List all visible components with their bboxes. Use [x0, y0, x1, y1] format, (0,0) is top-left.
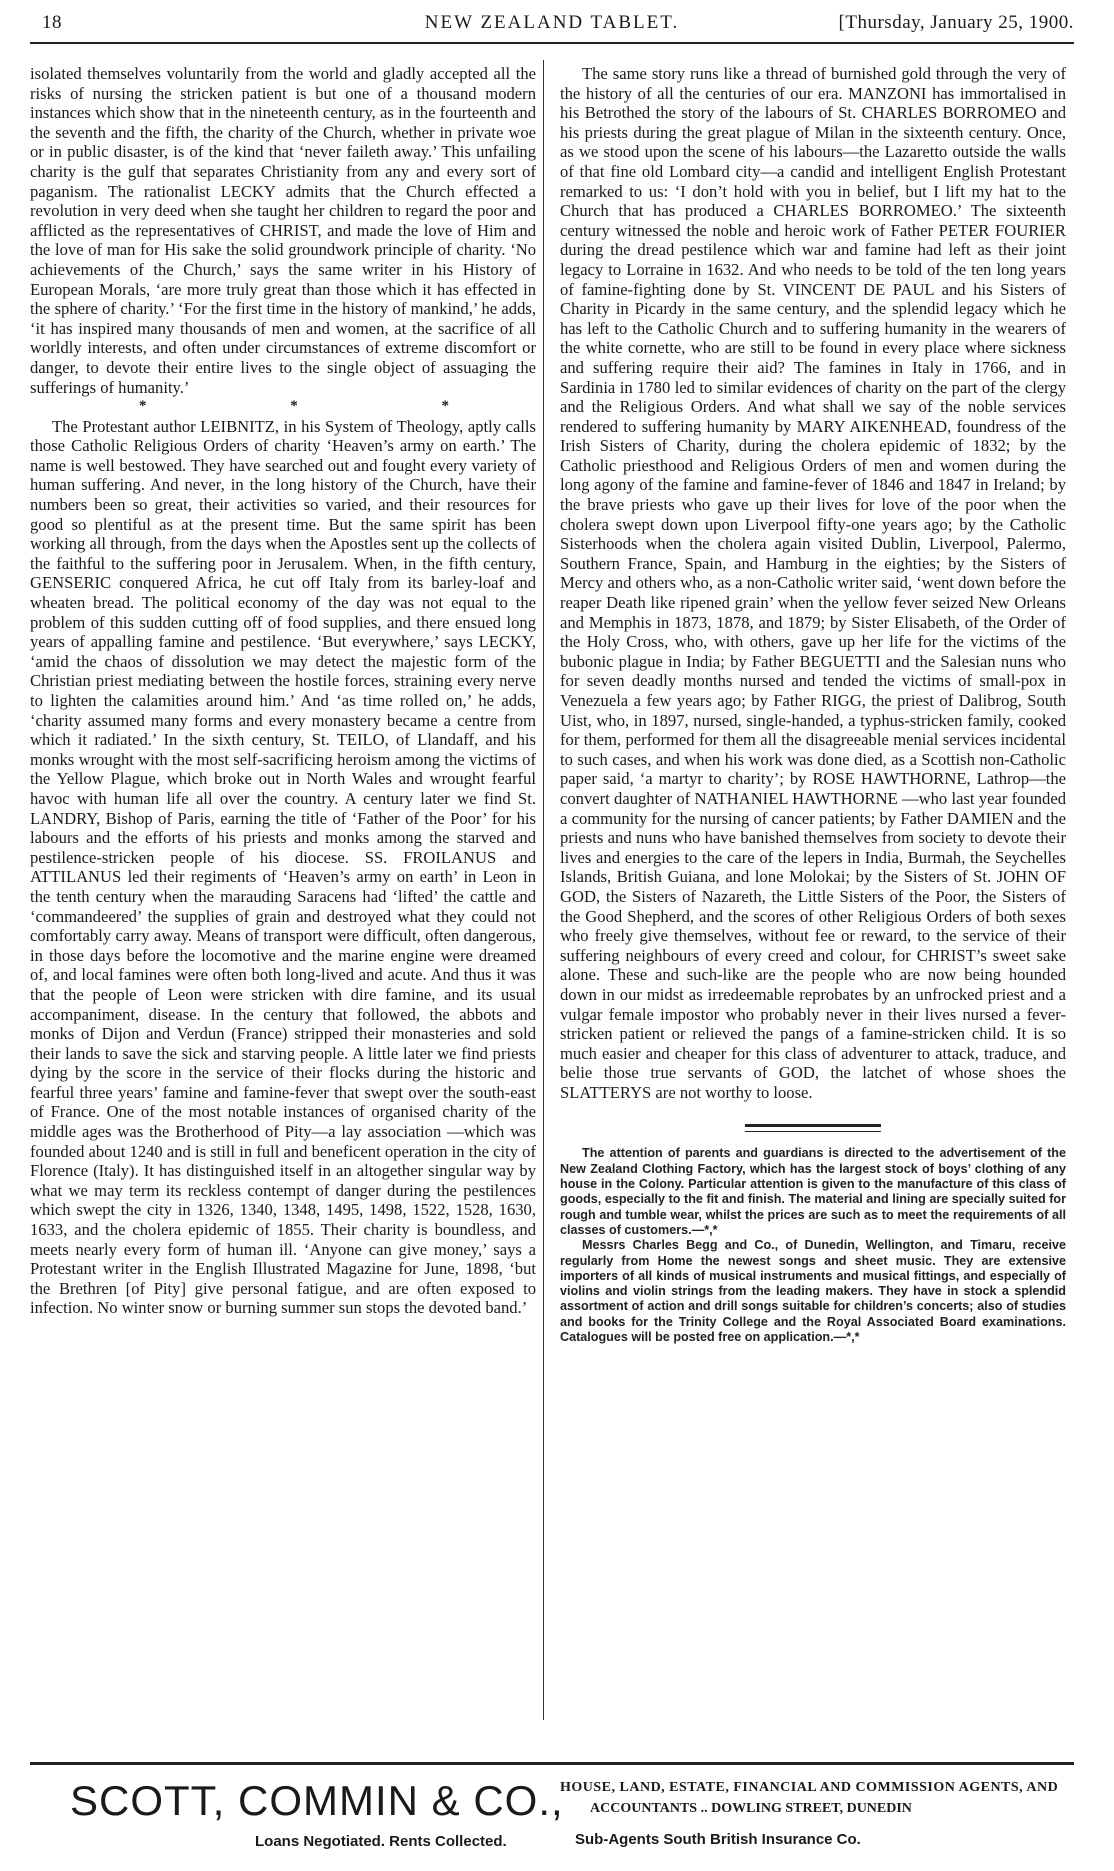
begg-music-notice: Messrs Charles Begg and Co., of Dunedin, Wellington, and Timaru, receive regularly from Home the newest songs and sheet music. They are extensive importers of all kinds of musical instruments and musical fittings, and especially of violins and violin strings from the leading makers. They have in stock a splendid assortment of action and drill songs suitable for children’s concerts; also of studies and books for the Trinity College and the Royal Associated Board examinations. Catalogues will be posted free on application.—*,* [560, 1238, 1066, 1345]
issue-date: [Thursday, January 25, 1900. [838, 12, 1074, 33]
left-column [30, 64, 536, 1318]
page-number: 18 [42, 12, 62, 33]
article-paragraph: isolated themselves voluntarily from the world and gladly accepted all the risks of nursing the stricken patient is but one of a thousand modern instances which show that in the nineteenth century, as in the fourteenth and the seventh and the fifth, the charity of the Church, whether in private woe or in public disaster, is of the kind that ‘never faileth away.’ This unfailing charity is the gulf that separates Christianity from any and every sort of paganism. The rationalist LECKY admits that the Church effected a revolution in very deed when she taught her children to regard the poor and afflicted as the representatives of CHRIST, and made the love of Him and the love of man for His sake the solid groundwork principle of charity. ‘No achievements of the Church,’ says the same writer in his History of European Morals, ‘are more truly great than those which it has effected in the sphere of charity.’ ‘For the first time in the history of mankind,’ he adds, ‘it has inspired many thousands of men and women, at the sacrifice of all worldly interests, and often under circumstances of extreme discomfort or danger, to devote their entire lives to the single object of assuaging the sufferings of humanity.’ [30, 64, 536, 397]
firm-insurance: Sub-Agents South British Insurance Co. [575, 1831, 861, 1848]
notice-divider [745, 1124, 881, 1132]
firm-description: HOUSE, LAND, ESTATE, FINANCIAL AND COMMISSION AGENTS, AND [560, 1780, 1059, 1795]
page-header [30, 8, 1074, 44]
newspaper-title: NEW ZEALAND TABLET. [424, 12, 680, 33]
firm-name: SCOTT, COMMIN & CO., [70, 1777, 564, 1824]
firm-services: Loans Negotiated. Rents Collected. [255, 1833, 507, 1850]
firm-address: ACCOUNTANTS .. DOWLING STREET, DUNEDIN [590, 1801, 912, 1816]
clothing-factory-notice: The attention of parents and guardians is directed to the advertisement of the New Zealand Clothing Factory, which has the largest stock of boys’ clothing of any house in the Colony. Particular attention is given to the manufacture of this class of goods, especially to the fit and finish. The material and lining are specially suited for rough and tumble wear, whilst the prices are such as to meet the requirements of all classes of customers.—*,* [560, 1146, 1066, 1237]
article-paragraph: The Protestant author LEIBNITZ, in his System of Theology, aptly calls those Catholic Religious Orders of charity ‘Heaven’s army on earth.’ The name is well bestowed. They have searched out and fought every variety of human suffering. And never, in the long history of the Church, have their numbers been so great, their activities so varied, and their resources for good so plentiful as at the present time. But the same spirit has been working all through, from the days when the Apostles sent up the collects of the faithful to the suffering poor in Jerusalem. When, in the fifth century, GENSERIC conquered Africa, he cut off Italy from its barley-loaf and wheaten bread. The political economy of the day was not equal to the problem of this sudden cutting off of food supplies, and there ensued long years of appalling famine and pestilence. ‘But everywhere,’ says LECKY, ‘amid the chaos of dissolution we may detect the majestic form of the Christian priest mediating between the hostile forces, straining every nerve to lighten the calamities around him.’ And ‘as time rolled on,’ he adds, ‘charity assumed many forms and every monastery became a centre from which it radiated.’ In the sixth century, St. TEILO, of Llandaff, and his monks wrought with the most self-sacrificing heroism among the victims of the Yellow Plague, which broke out in North Wales and wrought fearful havoc with human life all over the country. A century later we find St. LANDRY, Bishop of Paris, earning the title of ‘Father of the Poor’ for his labours and the efforts of his priests and monks among the starved and pestilence-stricken people of his diocese. SS. FROILANUS and ATTILANUS led their regiments of ‘Heaven’s army on earth’ in Leon in the tenth century when the marauding Saracens had ‘lifted’ the cattle and ‘commandeered’ the supplies of grain and destroyed what they could not comfortably carry away. Means of transport were difficult, often dangerous, in those days before the locomotive and the marine engine were dreamed of, and local famines were often both long-lived and acute. And thus it was that the people of Leon were stricken with dire famine, and its usual accompaniment, disease. In the century that followed, the abbots and monks of Dijon and Verdun (France) stripped their monasteries and sold their lands to save the sick and starving people. A little later we find priests dying by the score in the service of their flocks during the historic and fearful three years’ famine and famine-fever that swept over the south-east of France. One of the most notable instances of organised charity of the middle ages was the Brotherhood of Pity—a lay association —which was founded about 1240 and is still in full and beneficent operation in the city of Florence (Italy). It has distinguished itself in an altogether singular way by what we may term its reckless contempt of danger during the pestilences which swept the city in 1326, 1340, 1348, 1495, 1498, 1522, 1528, 1630, 1633, and the cholera epidemic of 1855. Their charity is boundless, and meets nearly every form of human ill. ‘Anyone can give money,’ says a Protestant writer in the English Illustrated Magazine for June, 1898, ‘but the Brethren [of Pity] give personal fatigue, and are often exposed to infection. No winter snow or burning summer sun stops the devoted band.’ [30, 416, 537, 1318]
column-divider [543, 60, 544, 1720]
article-paragraph: The same story runs like a thread of burnished gold through the very of the history of all the centuries of our era. MANZONI has immortalised in his Betrothed the story of the labours of St. CHARLES BORROMEO and his priests during the great plague of Milan in the sixteenth century. Once, as we stood upon the scene of his labours—the Lazaretto outside the walls of that fine old Lombard city—a candid and intelligent English Protestant remarked to us: ‘I don’t hold with you in belief, but I lift my hat to the Church that has produced a CHARLES BORROMEO.’ The sixteenth century witnessed the noble and heroic work of Father PETER FOURIER during the dread pestilence which war and famine had left as their joint legacy to Lorraine in 1632. And who needs to be told of the ten long years of famine-fighting done by St. VINCENT DE PAUL and his Sisters of Charity in Picardy in the same century, and the splendid legacy which he has left to the Catholic Church and to suffering humanity in the wearers of the white cornette, who are still to be found in every place where sickness and suffering require their aid? The famines in Italy in 1766, and in Sardinia in 1780 led to similar evidences of charity on the part of the clergy and the Religious Orders. And what shall we say of the noble services rendered to suffering humanity by MARY AIKENHEAD, foundress of the Irish Sisters of Charity, during the cholera epidemic of 1832; by the Catholic priesthood and Religious Orders of men and women during the long agony of the famine and famine-fever of 1846 and 1847 in Ireland; by the brave priests who gave up their lives for love of the poor when the cholera swept down upon Liverpool fifty-one years ago; by the Catholic Sisterhoods when the cholera again visited Dublin, Liverpool, Palermo, Southern France, Spain, and Hamburg in the eighties; by the Sisters of Mercy and others who, as a non-Catholic writer said, ‘went down before the reaper Death like ripened grain’ when the yellow fever seized New Orleans and Memphis in 1873, 1878, and 1879; by Sister Elisabeth, of the Order of the Holy Cross, who, with others, gave up her life for the victims of the bubonic plague in India; by Father BEGUETTI and the Salesian nuns who for seven deadly months nursed and tended the victims of small-pox in Venezuela a few years ago; by Father RIGG, the priest of Dalibrog, South Uist, who, in 1897, nursed, single-handed, a typhus-stricken family, cooked for them, performed for them all the disagreeable menial services incidental to such cases, and when his work was done died, as a Scottish non-Catholic paper said, ‘a martyr to charity’; by ROSE HAWTHORNE, Lathrop—the convert daughter of NATHANIEL HAWTHORNE —who last year founded a community for the nursing of cancer patients; by Father DAMIEN and the priests and nuns who have banished themselves from society to devote their lives and energies to the care of the lepers in India, Burmah, the Seychelles Islands, British Guiana, and lone Molokai; by the Sisters of St. JOHN OF GOD, the Sisters of Nazareth, the Little Sisters of the Poor, the Sisters of the Good Shepherd, and the scores of other Religious Orders of both sexes who freely give themselves, without fee or reward, to the service of their suffering neighbours of every creed and colour, for CHRIST’s sweet sake alone. These and such-like are the people who are now being hounded down in our midst as irredeemable reprobates by an unfrocked priest and a vulgar female impostor who probably never in their lives nursed a fever-stricken patient or relieved the pangs of a famine-stricken child. It is so much easier and cheaper for this class of adventurer to attack, traduce, and belie those true servants of GOD, the latchet of whose shoes the SLATTERYS are not worthy to loose. [560, 64, 1066, 1102]
right-column [560, 64, 1066, 1345]
section-separator: * * * [139, 398, 519, 415]
advertisement-footer [30, 1762, 1074, 1861]
